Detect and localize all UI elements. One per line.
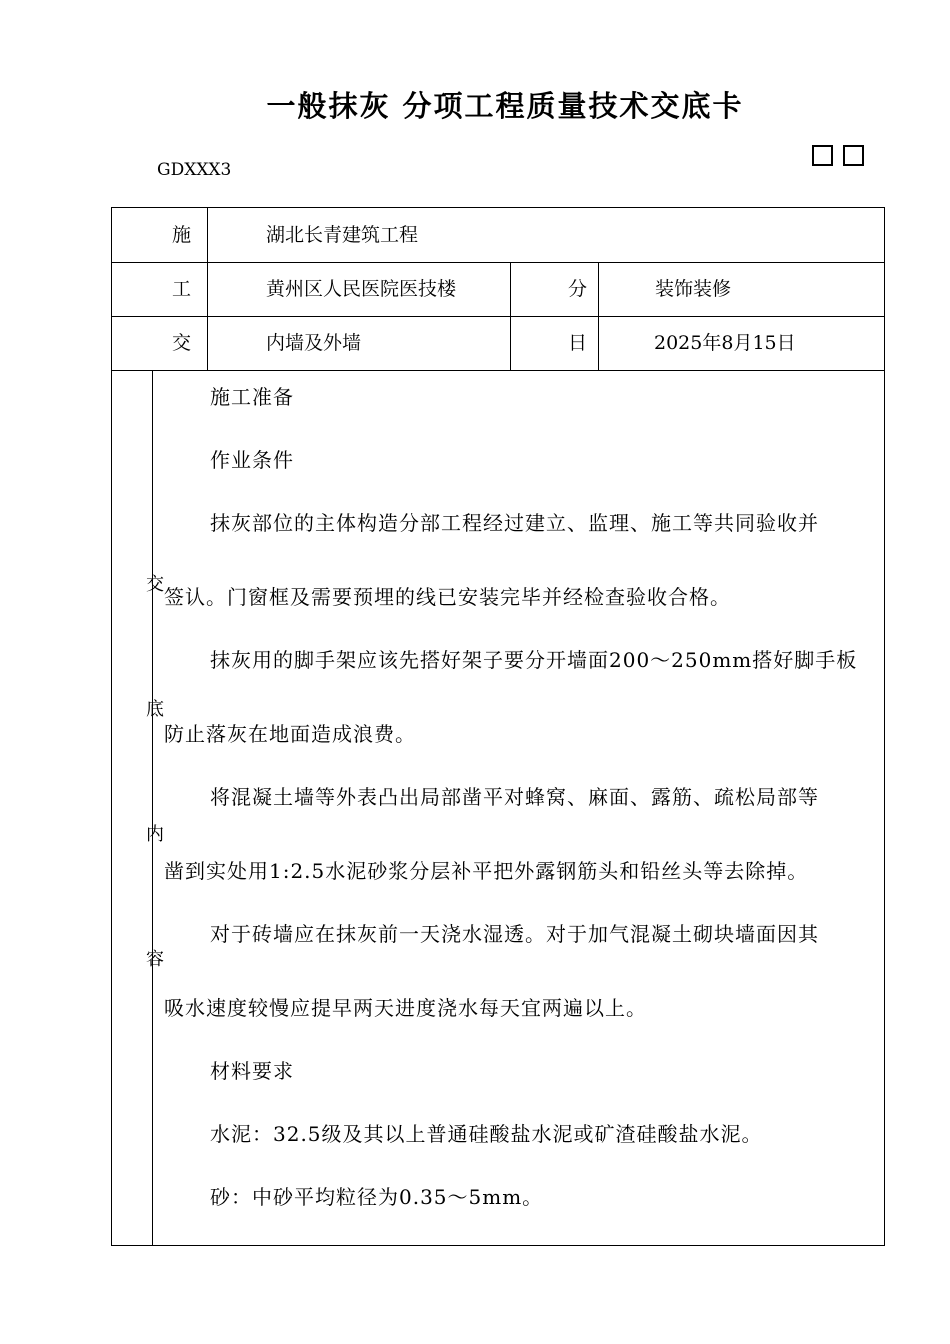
content-line: 对于砖墙应在抹灰前一天浇水湿透。对于加气混凝土砌块墙面因其 — [210, 922, 819, 946]
document-title: 一般抹灰 分项工程质量技术交底卡 — [266, 89, 744, 123]
column-divider — [598, 262, 599, 370]
content-line: 抹灰用的脚手架应该先搭好架子要分开墙面200～250mm搭好脚手板 — [210, 648, 858, 672]
disclosure-form-table — [111, 207, 885, 1246]
content-line: 水泥：32.5级及其以上普通硅酸盐水泥或矿渣硅酸盐水泥。 — [210, 1122, 763, 1146]
content-line: 抹灰部位的主体构造分部工程经过建立、监理、施工等共同验收并 — [210, 511, 819, 535]
date-label: 日 — [568, 332, 588, 354]
checkbox-square-icon — [812, 145, 833, 166]
column-divider — [207, 208, 208, 370]
project-name-label: 工 — [172, 278, 192, 300]
side-label-char: 容 — [146, 949, 164, 970]
section-heading: 施工准备 — [210, 385, 294, 409]
date-value: 2025年8月15日 — [654, 332, 796, 354]
disclosure-part-value: 内墙及外墙 — [266, 332, 362, 354]
checkbox-square-icon — [843, 145, 864, 166]
content-line: 吸水速度较慢应提早两天进度浇水每天宜两遍以上。 — [164, 996, 647, 1020]
document-code: GDXXX3 — [157, 160, 232, 180]
construction-unit-label: 施 — [172, 224, 192, 246]
content-line: 凿到实处用1:2.5水泥砂浆分层补平把外露钢筋头和铅丝头等去除掉。 — [164, 859, 809, 883]
subsection-heading: 材料要求 — [210, 1059, 294, 1083]
construction-unit-value: 湖北长青建筑工程 — [266, 224, 419, 246]
side-label-char: 内 — [146, 824, 164, 845]
column-divider — [152, 370, 153, 1245]
row-divider — [112, 370, 884, 371]
content-line: 防止落灰在地面造成浪费。 — [164, 722, 416, 746]
side-label-char: 交 — [146, 574, 164, 595]
column-divider — [510, 262, 511, 370]
content-line: 将混凝土墙等外表凸出局部凿平对蜂窝、麻面、露筋、疏松局部等 — [210, 785, 819, 809]
division-value: 装饰装修 — [655, 278, 732, 300]
row-divider — [112, 262, 884, 263]
content-line: 签认。门窗框及需要预埋的线已安装完毕并经检查验收合格。 — [164, 585, 731, 609]
disclosure-part-label: 交 — [172, 332, 192, 354]
side-label-char: 底 — [146, 699, 164, 720]
division-label: 分 — [568, 278, 588, 300]
row-divider — [112, 316, 884, 317]
checkbox-group — [812, 145, 864, 166]
content-line: 砂：中砂平均粒径为0.35～5mm。 — [210, 1185, 544, 1209]
project-name-value: 黄州区人民医院医技楼 — [266, 278, 457, 300]
subsection-heading: 作业条件 — [210, 448, 294, 472]
